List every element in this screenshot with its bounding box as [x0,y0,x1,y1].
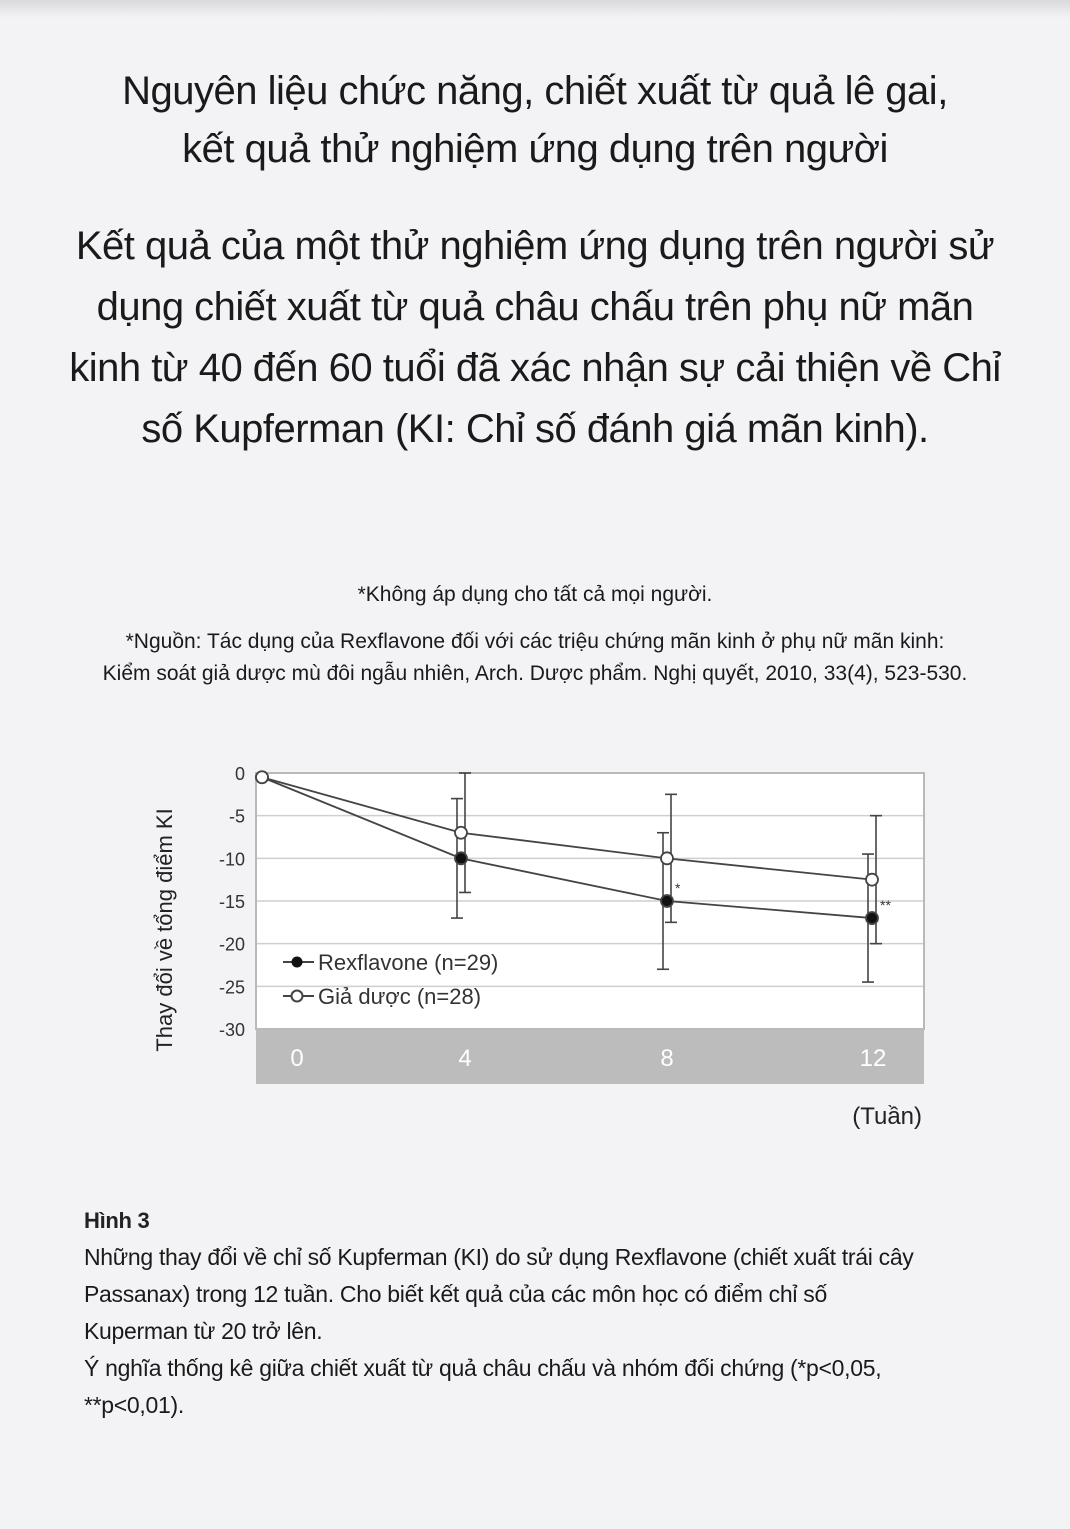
y-tick-label: -10 [218,849,245,870]
source-line-2: Kiểm soát giả dược mù đôi ngẫu nhiên, Arch. Dược phẩm. Nghị quyết, 2010, 33(4), 523-530. [102,662,968,685]
y-tick-label: -15 [218,892,245,912]
caption-line-1: Những thay đổi về chỉ số Kupferman (KI) do sử dụng Rexflavone (chiết xuất trái cây [84,1244,914,1270]
data-point [866,874,878,886]
caption-line-5: **p<0,01). [84,1392,184,1418]
caption-line-2: Passanax) trong 12 tuần. Cho biết kết quả của các môn học có điểm chỉ số [84,1281,827,1307]
heading-line-2: kết quả thử nghiệm ứng dụng trên người [182,127,888,171]
x-axis-label: (Tuần) [852,1103,922,1130]
page-heading [60,62,1010,178]
chart-frame [256,773,924,1084]
caption-line-4: Ý nghĩa thống kê giữa chiết xuất từ quả châu chấu và nhóm đối chứng (*p<0,05, [84,1355,882,1381]
x-tick-label: 12 [859,1045,887,1072]
heading-line-1: Nguyên liệu chức năng, chiết xuất từ quả lê gai, [122,69,948,113]
y-tick-label: -20 [218,934,245,955]
disclaimer-note: *Không áp dụng cho tất cả mọi người. [357,583,713,606]
legend-label-placebo: Giả dược (n=28) [318,984,482,1009]
data-point [256,771,268,783]
figure-title: Hình 3 [84,1208,150,1233]
significance-mark: * [675,880,681,896]
x-tick-label: 8 [660,1045,674,1072]
y-axis-ticks [219,764,245,1040]
data-point [661,852,673,864]
source-citation [40,626,1030,690]
x-tick-label: 4 [458,1045,472,1072]
y-tick-label: -30 [218,1020,245,1040]
y-tick-label: -25 [218,977,245,998]
x-tick-label: 0 [290,1045,304,1072]
legend-label-rexflavone: Rexflavone (n=29) [318,950,499,975]
y-tick-label: 0 [234,764,245,784]
data-point [661,895,673,907]
x-axis-band [256,1029,924,1084]
top-shadow [0,0,1070,18]
figure-caption [84,1202,1004,1424]
legend-marker-rexflavone [292,957,303,968]
data-point [455,827,467,839]
result-headline: Kết quả của một thử nghiệm ứng dụng trên người sử dụng chiết xuất từ quả châu chấu trên phụ nữ mãn kinh từ 40 đến 60 tuổi đã xác nhận sự cải thiện về Chỉ số Kupferman (KI: Chỉ số đánh giá mãn kinh). [69,224,1001,451]
significance-mark: ** [880,897,891,914]
data-point [866,912,878,924]
y-tick-label: -5 [228,806,245,827]
source-line-1: *Nguồn: Tác dụng của Rexflavone đối với các triệu chứng mãn kinh ở phụ nữ mãn kinh: [125,630,945,653]
y-axis-label: Thay đổi về tổng điểm KI [152,808,177,1052]
legend-marker-placebo [292,991,303,1002]
ki-line-chart [0,740,1070,1140]
caption-line-3: Kuperman từ 20 trở lên. [84,1318,323,1344]
data-point [455,852,467,864]
